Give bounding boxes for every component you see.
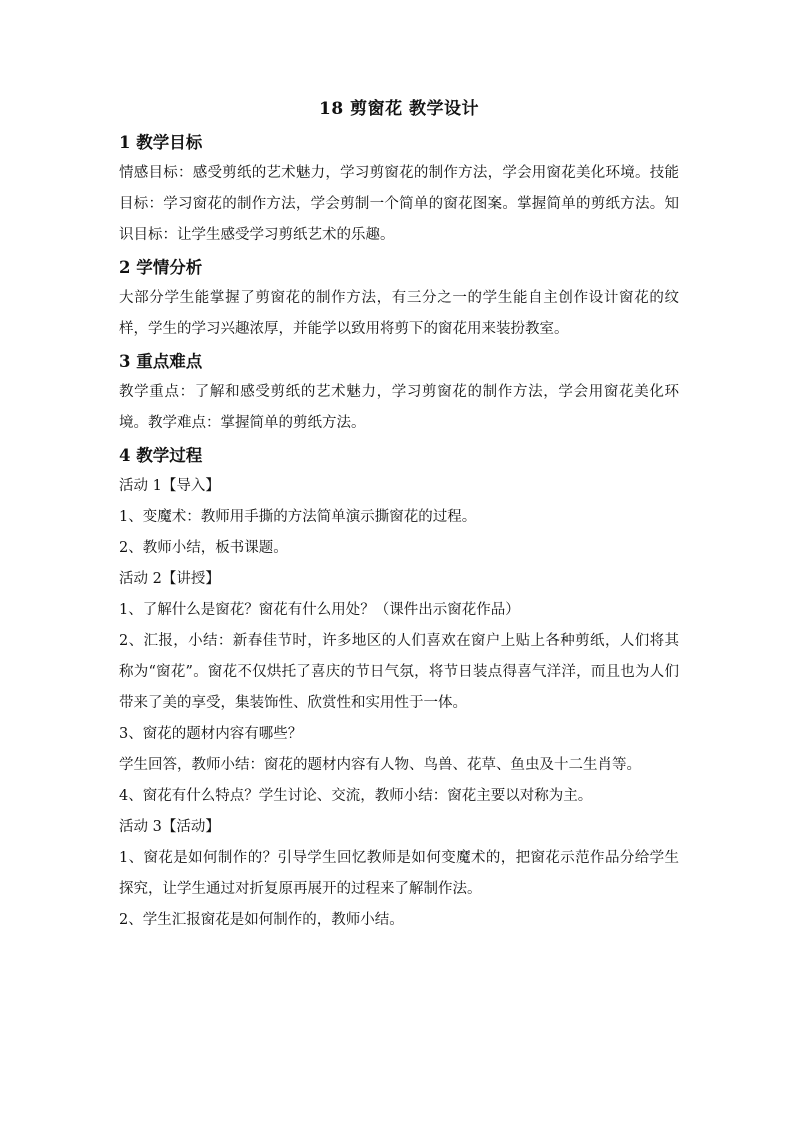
paragraph: 2、学生汇报窗花是如何制作的，教师小结。 (119, 912, 404, 928)
paragraph: 2、汇报，小结：新春佳节时，许多地区的人们喜欢在窗户上贴上各种剪纸，人们将其称为“窗花”。窗花不仅烘托了喜庆的节日气氛，将节日装点得喜气洋洋，而且也为人们带来了美的享受，集装饰性、欣赏性和实用性于一体。 (119, 633, 679, 711)
paragraph: 1、了解什么是窗花？窗花有什么用处？（课件出示窗花作品） (119, 602, 520, 618)
activity-3-label: 活动 3【活动】 (119, 819, 220, 835)
section-heading: 1 教学目标 (119, 133, 203, 152)
paragraph: 情感目标：感受剪纸的艺术魅力，学习剪窗花的制作方法，学会用窗花美化环境。技能目标：学习窗花的制作方法，学会剪制一个简单的窗花图案。掌握简单的剪纸方法。知识目标：让学生感受学习剪纸艺术的乐趣。 (119, 165, 679, 243)
paragraph: 大部分学生能掌握了剪窗花的制作方法，有三分之一的学生能自主创作设计窗花的纹样，学生的学习兴趣浓厚，并能学以致用将剪下的窗花用来装扮教室。 (119, 290, 679, 337)
paragraph: 1、窗花是如何制作的？引导学生回忆教师是如何变魔术的，把窗花示范作品分给学生探究，让学生通过对折复原再展开的过程来了解制作法。 (119, 850, 679, 897)
section-heading: 2 学情分析 (119, 258, 203, 277)
section-student-analysis (119, 253, 679, 345)
paragraph: 教学重点：了解和感受剪纸的艺术魅力，学习剪窗花的制作方法，学会用窗花美化环境。教学难点：掌握简单的剪纸方法。 (119, 384, 679, 431)
paragraph: 2、教师小结，板书课题。 (119, 540, 288, 556)
section-heading: 3 重点难点 (119, 352, 203, 371)
activity-2-label: 活动 2【讲授】 (119, 571, 220, 587)
paragraph: 3、窗花的题材内容有哪些？ (119, 726, 303, 742)
activity-1-label: 活动 1【导入】 (119, 478, 220, 494)
section-heading: 4 教学过程 (119, 446, 203, 465)
paragraph: 4、窗花有什么特点？学生讨论、交流，教师小结：窗花主要以对称为主。 (119, 788, 593, 804)
paragraph: 1、变魔术：教师用手撕的方法简单演示撕窗花的过程。 (119, 509, 477, 525)
document-page (119, 94, 679, 938)
section-key-points (119, 347, 679, 439)
document-title: 18 剪窗花 教学设计 (319, 99, 479, 119)
section-teaching-goals (119, 128, 679, 251)
section-teaching-process (119, 441, 679, 936)
paragraph: 学生回答，教师小结：窗花的题材内容有人物、鸟兽、花草、鱼虫及十二生肖等。 (119, 757, 641, 773)
